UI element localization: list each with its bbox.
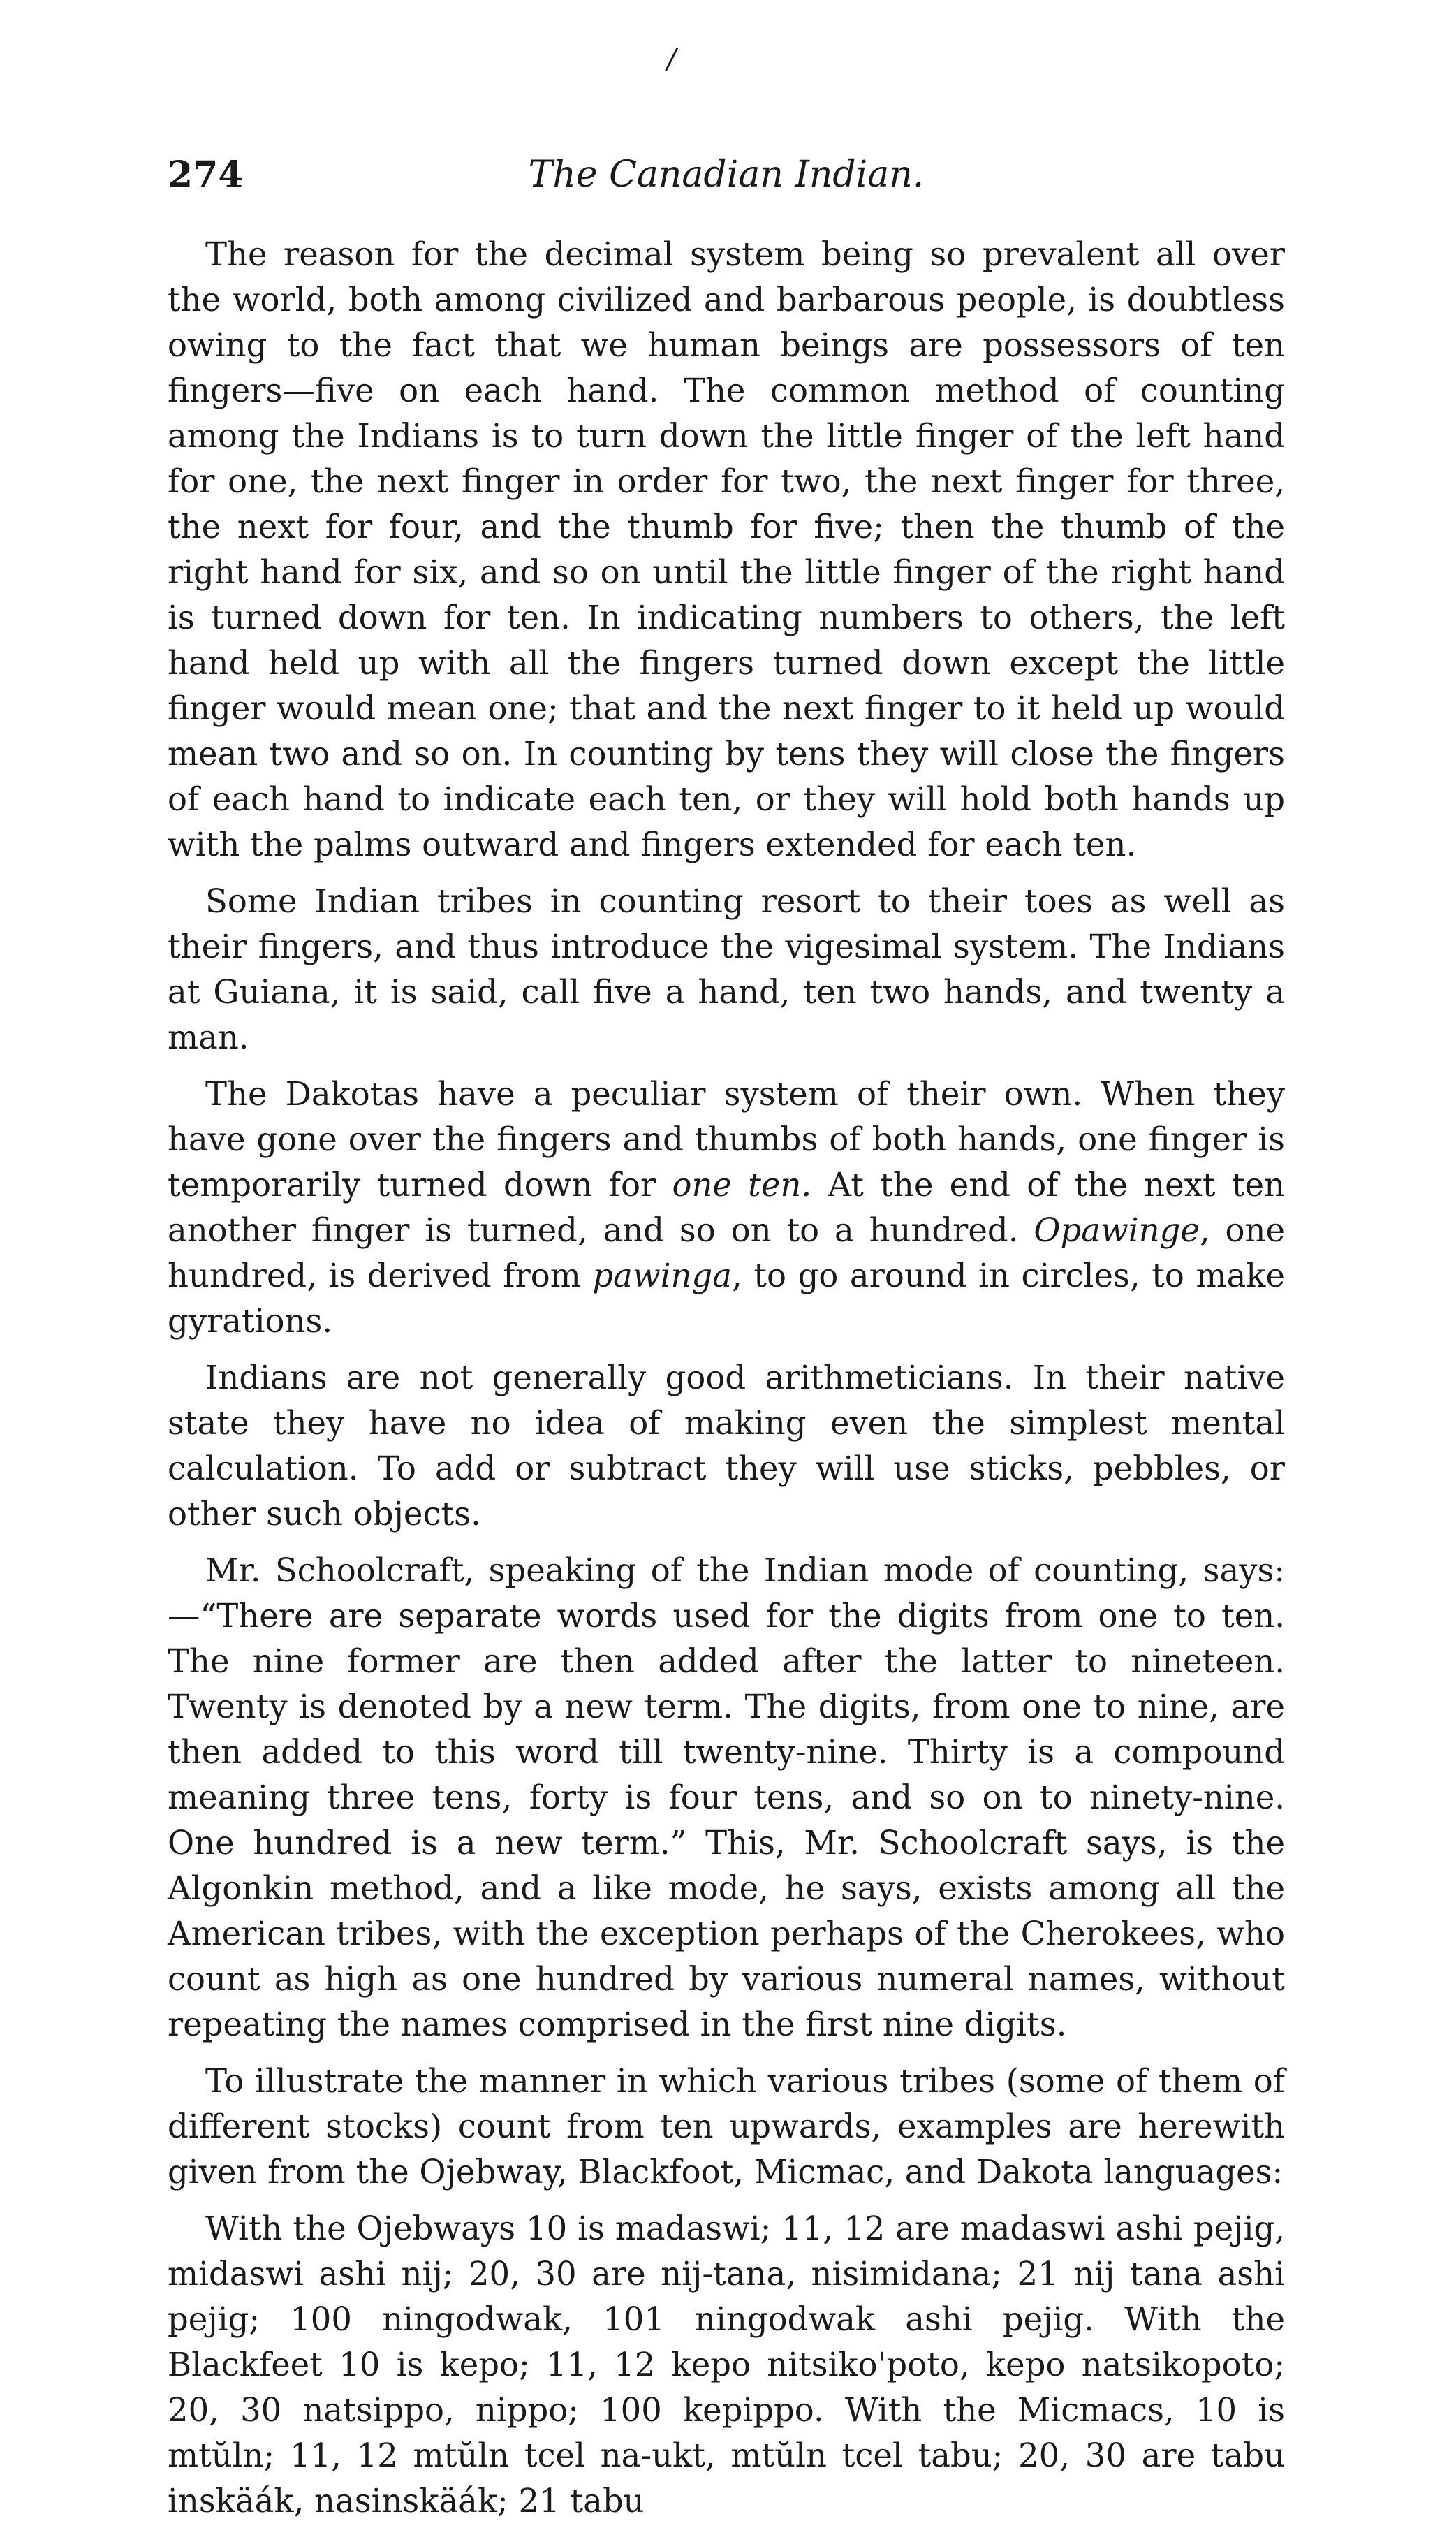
- body-text: [168, 232, 1285, 2535]
- italic-term-pawinga: pawinga: [592, 1257, 732, 1294]
- text-segment: At the end of the next ten another finger is turned, and so on to a hundred.: [168, 1166, 1285, 1249]
- paragraph-decimal-system: The reason for the decimal system being so prevalent all over the world, both among civilized and barbarous people, is doubtless owing to the fact that we human beings are possessors of ten fingers—five on each hand. The common method of counting among the Indians is to turn down the little finger of the left hand for one, the next finger in order for two, the next finger for three, the next for four, and the thumb for five; then the thumb of the right hand for six, and so on until the little finger of the right hand is turned down for ten. In indicating numbers to others, the left hand held up with all the fingers turned down except the little finger would mean one; that and the next finger to it held up would mean two and so on. In counting by tens they will close the fingers of each hand to indicate each ten, or they will hold both hands up with the palms outward and fingers extended for each ten.: [168, 235, 1285, 863]
- italic-term-opawinge: Opawinge: [1034, 1211, 1200, 1249]
- italic-term-one-ten: one ten.: [672, 1166, 812, 1204]
- paragraph-schoolcraft: Mr. Schoolcraft, speaking of the Indian mode of counting, says:—“There are separate words used for the digits from one to ten. The nine former are then added after the latter to nineteen. Twenty is denoted by a new term. The digits, from one to nine, are then added to this word till twenty-nine. Thirty is a compound meaning three tens, forty is four tens, and so on to ninety-nine. One hundred is a new term.” This, Mr. Schoolcraft says, is the Algonkin method, and a like mode, he says, exists among all the American tribes, with the exception perhaps of the Cherokees, who count as high as one hundred by various numeral names, without repeating the names comprised in the first nine digits.: [168, 1551, 1285, 2043]
- page-number: 274: [168, 154, 244, 196]
- top-mark: /: [667, 43, 677, 75]
- paragraph-vigesimal-system: Some Indian tribes in counting resort to their toes as well as their fingers, and thus introduce the vigesimal system. The Indians at Guiana, it is said, call five a hand, ten two hands, and twenty a man.: [168, 882, 1285, 1056]
- paragraph-examples: With the Ojebways 10 is madaswi; 11, 12 are madaswi ashi pejig, midaswi ashi nij; 20, 30 are nij-tana, nisimidana; 21 nij tana ashi pejig; 100 ningodwak, 101 ningodwak ashi pejig. With the Blackfeet 10 is kepo; 11, 12 kepo nitsiko'poto, kepo natsikopoto; 20, 30 natsippo, nippo; 100 kepippo. With the Micmacs, 10 is mtŭln; 11, 12 mtŭln tcel na-ukt, mtŭln tcel tabu; 20, 30 are tabu inskäák, nasinskäák; 21 tabu: [168, 2209, 1285, 2520]
- text-segment: , one hundred, is derived from: [168, 1211, 1285, 1294]
- page-header: [168, 154, 1285, 210]
- text-segment: The Dakotas have a peculiar system of their own. When they have gone over the fingers and thumbs of both hands, one finger is temporarily turned down for: [168, 1075, 1285, 1204]
- running-title: The Canadian Indian.: [528, 154, 925, 196]
- paragraph-dakota-system: [168, 1072, 1285, 1344]
- paragraph-arithmetic: Indians are not generally good arithmeticians. In their native state they have no idea of making even the simplest mental calculation. To add or subtract they will use sticks, pebbles, or other such objects.: [168, 1359, 1285, 1533]
- text-segment: , to go around in circles, to make gyrations.: [168, 1257, 1285, 1340]
- paragraph-illustration: To illustrate the manner in which various tribes (some of them of different stocks) count from ten upwards, examples are herewith given from the Ojebway, Blackfoot, Micmac, and Dakota languages:: [168, 2062, 1285, 2191]
